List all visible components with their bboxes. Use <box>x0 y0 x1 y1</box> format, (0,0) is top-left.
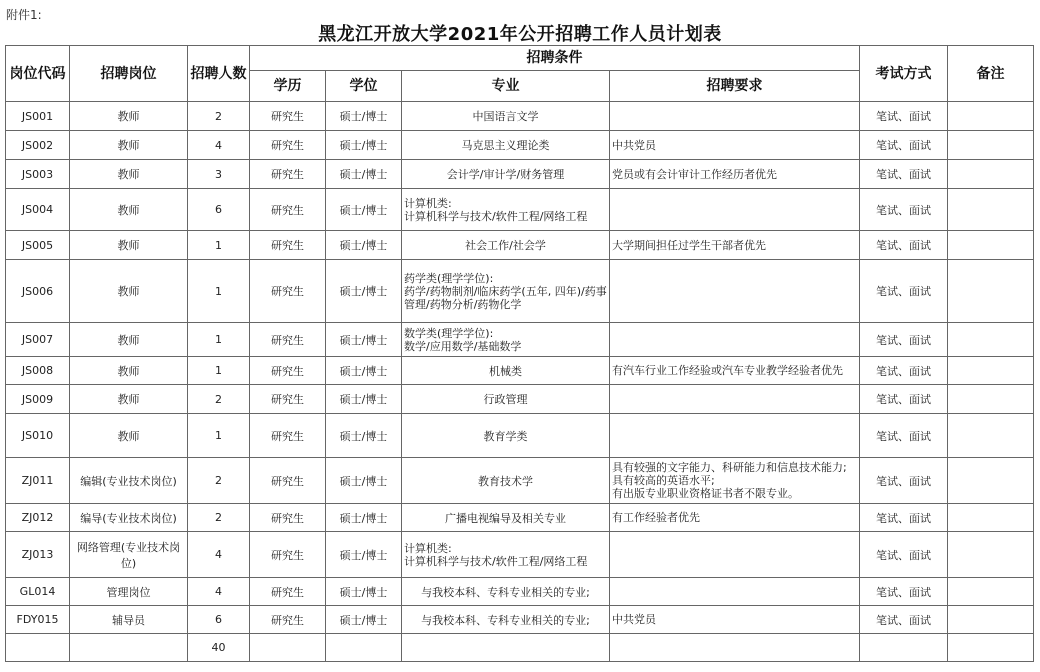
cell-major: 药学类(理学学位): 药学/药物制剂/临床药学(五年, 四年)/药事管理/药物分析/药物化学 <box>402 260 610 323</box>
cell-position: 编辑(专业技术岗位) <box>70 458 188 504</box>
cell-major: 与我校本科、专科专业相关的专业; <box>402 578 610 606</box>
header-remarks: 备注 <box>948 46 1034 102</box>
cell-exam: 笔试、面试 <box>860 102 948 131</box>
cell-education: 研究生 <box>250 189 326 231</box>
header-major: 专业 <box>402 71 610 102</box>
cell-code: JS003 <box>6 160 70 189</box>
cell-major: 数学类(理学学位): 数学/应用数学/基础数学 <box>402 323 610 357</box>
cell-education: 研究生 <box>250 578 326 606</box>
cell-remark <box>948 160 1034 189</box>
cell-requirement: 党员或有会计审计工作经历者优先 <box>610 160 860 189</box>
cell-code: JS005 <box>6 231 70 260</box>
cell-degree: 硕士/博士 <box>326 102 402 131</box>
header-conditions: 招聘条件 <box>250 46 860 71</box>
cell-requirement <box>610 385 860 414</box>
header-code: 岗位代码 <box>6 46 70 102</box>
cell-position: 教师 <box>70 102 188 131</box>
cell-education: 研究生 <box>250 504 326 532</box>
cell-remark <box>948 414 1034 458</box>
cell-degree: 硕士/博士 <box>326 260 402 323</box>
cell-degree: 硕士/博士 <box>326 414 402 458</box>
cell-requirement: 大学期间担任过学生干部者优先 <box>610 231 860 260</box>
cell-degree: 硕士/博士 <box>326 231 402 260</box>
table-row <box>6 260 1034 323</box>
cell-education: 研究生 <box>250 532 326 578</box>
cell-requirement: 有工作经验者优先 <box>610 504 860 532</box>
cell-exam: 笔试、面试 <box>860 189 948 231</box>
cell-degree: 硕士/博士 <box>326 189 402 231</box>
annex-label: 附件1: <box>6 8 42 22</box>
header-education: 学历 <box>250 71 326 102</box>
cell-remark <box>948 578 1034 606</box>
cell-code: JS010 <box>6 414 70 458</box>
cell-count: 2 <box>188 458 250 504</box>
cell-requirement: 有汽车行业工作经验或汽车专业教学经验者优先 <box>610 357 860 385</box>
cell-major: 社会工作/社会学 <box>402 231 610 260</box>
cell-major: 教育技术学 <box>402 458 610 504</box>
header-count: 招聘人数 <box>188 46 250 102</box>
cell-education: 研究生 <box>250 357 326 385</box>
table-row <box>6 323 1034 357</box>
cell-exam: 笔试、面试 <box>860 458 948 504</box>
cell-code: JS004 <box>6 189 70 231</box>
cell-remark <box>948 102 1034 131</box>
cell-major: 与我校本科、专科专业相关的专业; <box>402 606 610 634</box>
cell-degree: 硕士/博士 <box>326 160 402 189</box>
cell-requirement <box>610 414 860 458</box>
cell-degree: 硕士/博士 <box>326 458 402 504</box>
cell-requirement <box>610 578 860 606</box>
cell-count: 1 <box>188 323 250 357</box>
cell-count: 6 <box>188 606 250 634</box>
cell-count: 4 <box>188 578 250 606</box>
cell-major: 中国语言文学 <box>402 102 610 131</box>
cell-exam: 笔试、面试 <box>860 357 948 385</box>
cell-education: 研究生 <box>250 260 326 323</box>
cell-exam: 笔试、面试 <box>860 385 948 414</box>
cell-count: 1 <box>188 231 250 260</box>
recruitment-table <box>5 45 1034 662</box>
cell-count: 6 <box>188 189 250 231</box>
table-row <box>6 131 1034 160</box>
total-empty-cell <box>70 634 188 662</box>
cell-remark <box>948 385 1034 414</box>
table-row <box>6 189 1034 231</box>
header-position: 招聘岗位 <box>70 46 188 102</box>
total-empty-cell <box>860 634 948 662</box>
cell-requirement <box>610 323 860 357</box>
table-row <box>6 102 1034 131</box>
header-degree: 学位 <box>326 71 402 102</box>
cell-position: 教师 <box>70 231 188 260</box>
cell-count: 1 <box>188 357 250 385</box>
cell-position: 教师 <box>70 323 188 357</box>
cell-count: 1 <box>188 260 250 323</box>
cell-education: 研究生 <box>250 102 326 131</box>
cell-requirement: 具有较强的文字能力、科研能力和信息技术能力; 具有较高的英语水平; 有出版专业职业资格证书者不限专业。 <box>610 458 860 504</box>
cell-exam: 笔试、面试 <box>860 131 948 160</box>
cell-code: GL014 <box>6 578 70 606</box>
table-row <box>6 385 1034 414</box>
cell-remark <box>948 532 1034 578</box>
table-row <box>6 231 1034 260</box>
cell-position: 网络管理(专业技术岗位) <box>70 532 188 578</box>
cell-requirement: 中共党员 <box>610 131 860 160</box>
cell-count: 2 <box>188 504 250 532</box>
cell-major: 机械类 <box>402 357 610 385</box>
cell-code: JS006 <box>6 260 70 323</box>
cell-degree: 硕士/博士 <box>326 578 402 606</box>
cell-requirement: 中共党员 <box>610 606 860 634</box>
cell-count: 2 <box>188 385 250 414</box>
cell-education: 研究生 <box>250 414 326 458</box>
cell-remark <box>948 131 1034 160</box>
cell-exam: 笔试、面试 <box>860 160 948 189</box>
cell-count: 1 <box>188 414 250 458</box>
total-empty-cell <box>6 634 70 662</box>
table-row <box>6 606 1034 634</box>
cell-major: 广播电视编导及相关专业 <box>402 504 610 532</box>
cell-major: 行政管理 <box>402 385 610 414</box>
cell-education: 研究生 <box>250 160 326 189</box>
cell-requirement <box>610 532 860 578</box>
cell-education: 研究生 <box>250 231 326 260</box>
cell-education: 研究生 <box>250 385 326 414</box>
cell-remark <box>948 260 1034 323</box>
cell-exam: 笔试、面试 <box>860 532 948 578</box>
cell-requirement <box>610 260 860 323</box>
table-row <box>6 578 1034 606</box>
cell-remark <box>948 504 1034 532</box>
total-count: 40 <box>188 634 250 662</box>
total-empty-cell <box>250 634 326 662</box>
cell-degree: 硕士/博士 <box>326 532 402 578</box>
cell-count: 4 <box>188 131 250 160</box>
cell-exam: 笔试、面试 <box>860 606 948 634</box>
cell-position: 教师 <box>70 357 188 385</box>
cell-requirement <box>610 102 860 131</box>
cell-code: JS009 <box>6 385 70 414</box>
cell-code: ZJ013 <box>6 532 70 578</box>
cell-position: 教师 <box>70 131 188 160</box>
cell-position: 辅导员 <box>70 606 188 634</box>
page-title: 黑龙江开放大学2021年公开招聘工作人员计划表 <box>318 24 722 45</box>
cell-remark <box>948 189 1034 231</box>
cell-major: 教育学类 <box>402 414 610 458</box>
cell-position: 教师 <box>70 160 188 189</box>
total-empty-cell <box>326 634 402 662</box>
cell-education: 研究生 <box>250 323 326 357</box>
table-row <box>6 504 1034 532</box>
header-exam: 考试方式 <box>860 46 948 102</box>
cell-remark <box>948 606 1034 634</box>
cell-major: 计算机类: 计算机科学与技术/软件工程/网络工程 <box>402 189 610 231</box>
cell-position: 编导(专业技术岗位) <box>70 504 188 532</box>
total-row <box>6 634 1034 662</box>
cell-code: ZJ011 <box>6 458 70 504</box>
table-row <box>6 160 1034 189</box>
cell-degree: 硕士/博士 <box>326 357 402 385</box>
cell-remark <box>948 357 1034 385</box>
cell-major: 马克思主义理论类 <box>402 131 610 160</box>
total-empty-cell <box>948 634 1034 662</box>
cell-major: 会计学/审计学/财务管理 <box>402 160 610 189</box>
cell-degree: 硕士/博士 <box>326 606 402 634</box>
table-row <box>6 532 1034 578</box>
cell-code: JS001 <box>6 102 70 131</box>
cell-exam: 笔试、面试 <box>860 504 948 532</box>
header-requirements: 招聘要求 <box>610 71 860 102</box>
cell-code: ZJ012 <box>6 504 70 532</box>
cell-education: 研究生 <box>250 458 326 504</box>
cell-count: 3 <box>188 160 250 189</box>
cell-degree: 硕士/博士 <box>326 504 402 532</box>
cell-education: 研究生 <box>250 606 326 634</box>
cell-degree: 硕士/博士 <box>326 323 402 357</box>
cell-remark <box>948 323 1034 357</box>
cell-position: 管理岗位 <box>70 578 188 606</box>
cell-exam: 笔试、面试 <box>860 231 948 260</box>
cell-degree: 硕士/博士 <box>326 131 402 160</box>
cell-count: 2 <box>188 102 250 131</box>
cell-code: JS002 <box>6 131 70 160</box>
cell-exam: 笔试、面试 <box>860 260 948 323</box>
cell-code: JS007 <box>6 323 70 357</box>
cell-position: 教师 <box>70 385 188 414</box>
table-row <box>6 414 1034 458</box>
cell-code: FDY015 <box>6 606 70 634</box>
table-row <box>6 458 1034 504</box>
cell-position: 教师 <box>70 260 188 323</box>
cell-remark <box>948 458 1034 504</box>
cell-exam: 笔试、面试 <box>860 578 948 606</box>
cell-position: 教师 <box>70 189 188 231</box>
table-row <box>6 357 1034 385</box>
cell-code: JS008 <box>6 357 70 385</box>
cell-degree: 硕士/博士 <box>326 385 402 414</box>
cell-count: 4 <box>188 532 250 578</box>
total-empty-cell <box>610 634 860 662</box>
total-empty-cell <box>402 634 610 662</box>
cell-position: 教师 <box>70 414 188 458</box>
cell-education: 研究生 <box>250 131 326 160</box>
cell-exam: 笔试、面试 <box>860 414 948 458</box>
cell-major: 计算机类: 计算机科学与技术/软件工程/网络工程 <box>402 532 610 578</box>
cell-requirement <box>610 189 860 231</box>
cell-exam: 笔试、面试 <box>860 323 948 357</box>
cell-remark <box>948 231 1034 260</box>
